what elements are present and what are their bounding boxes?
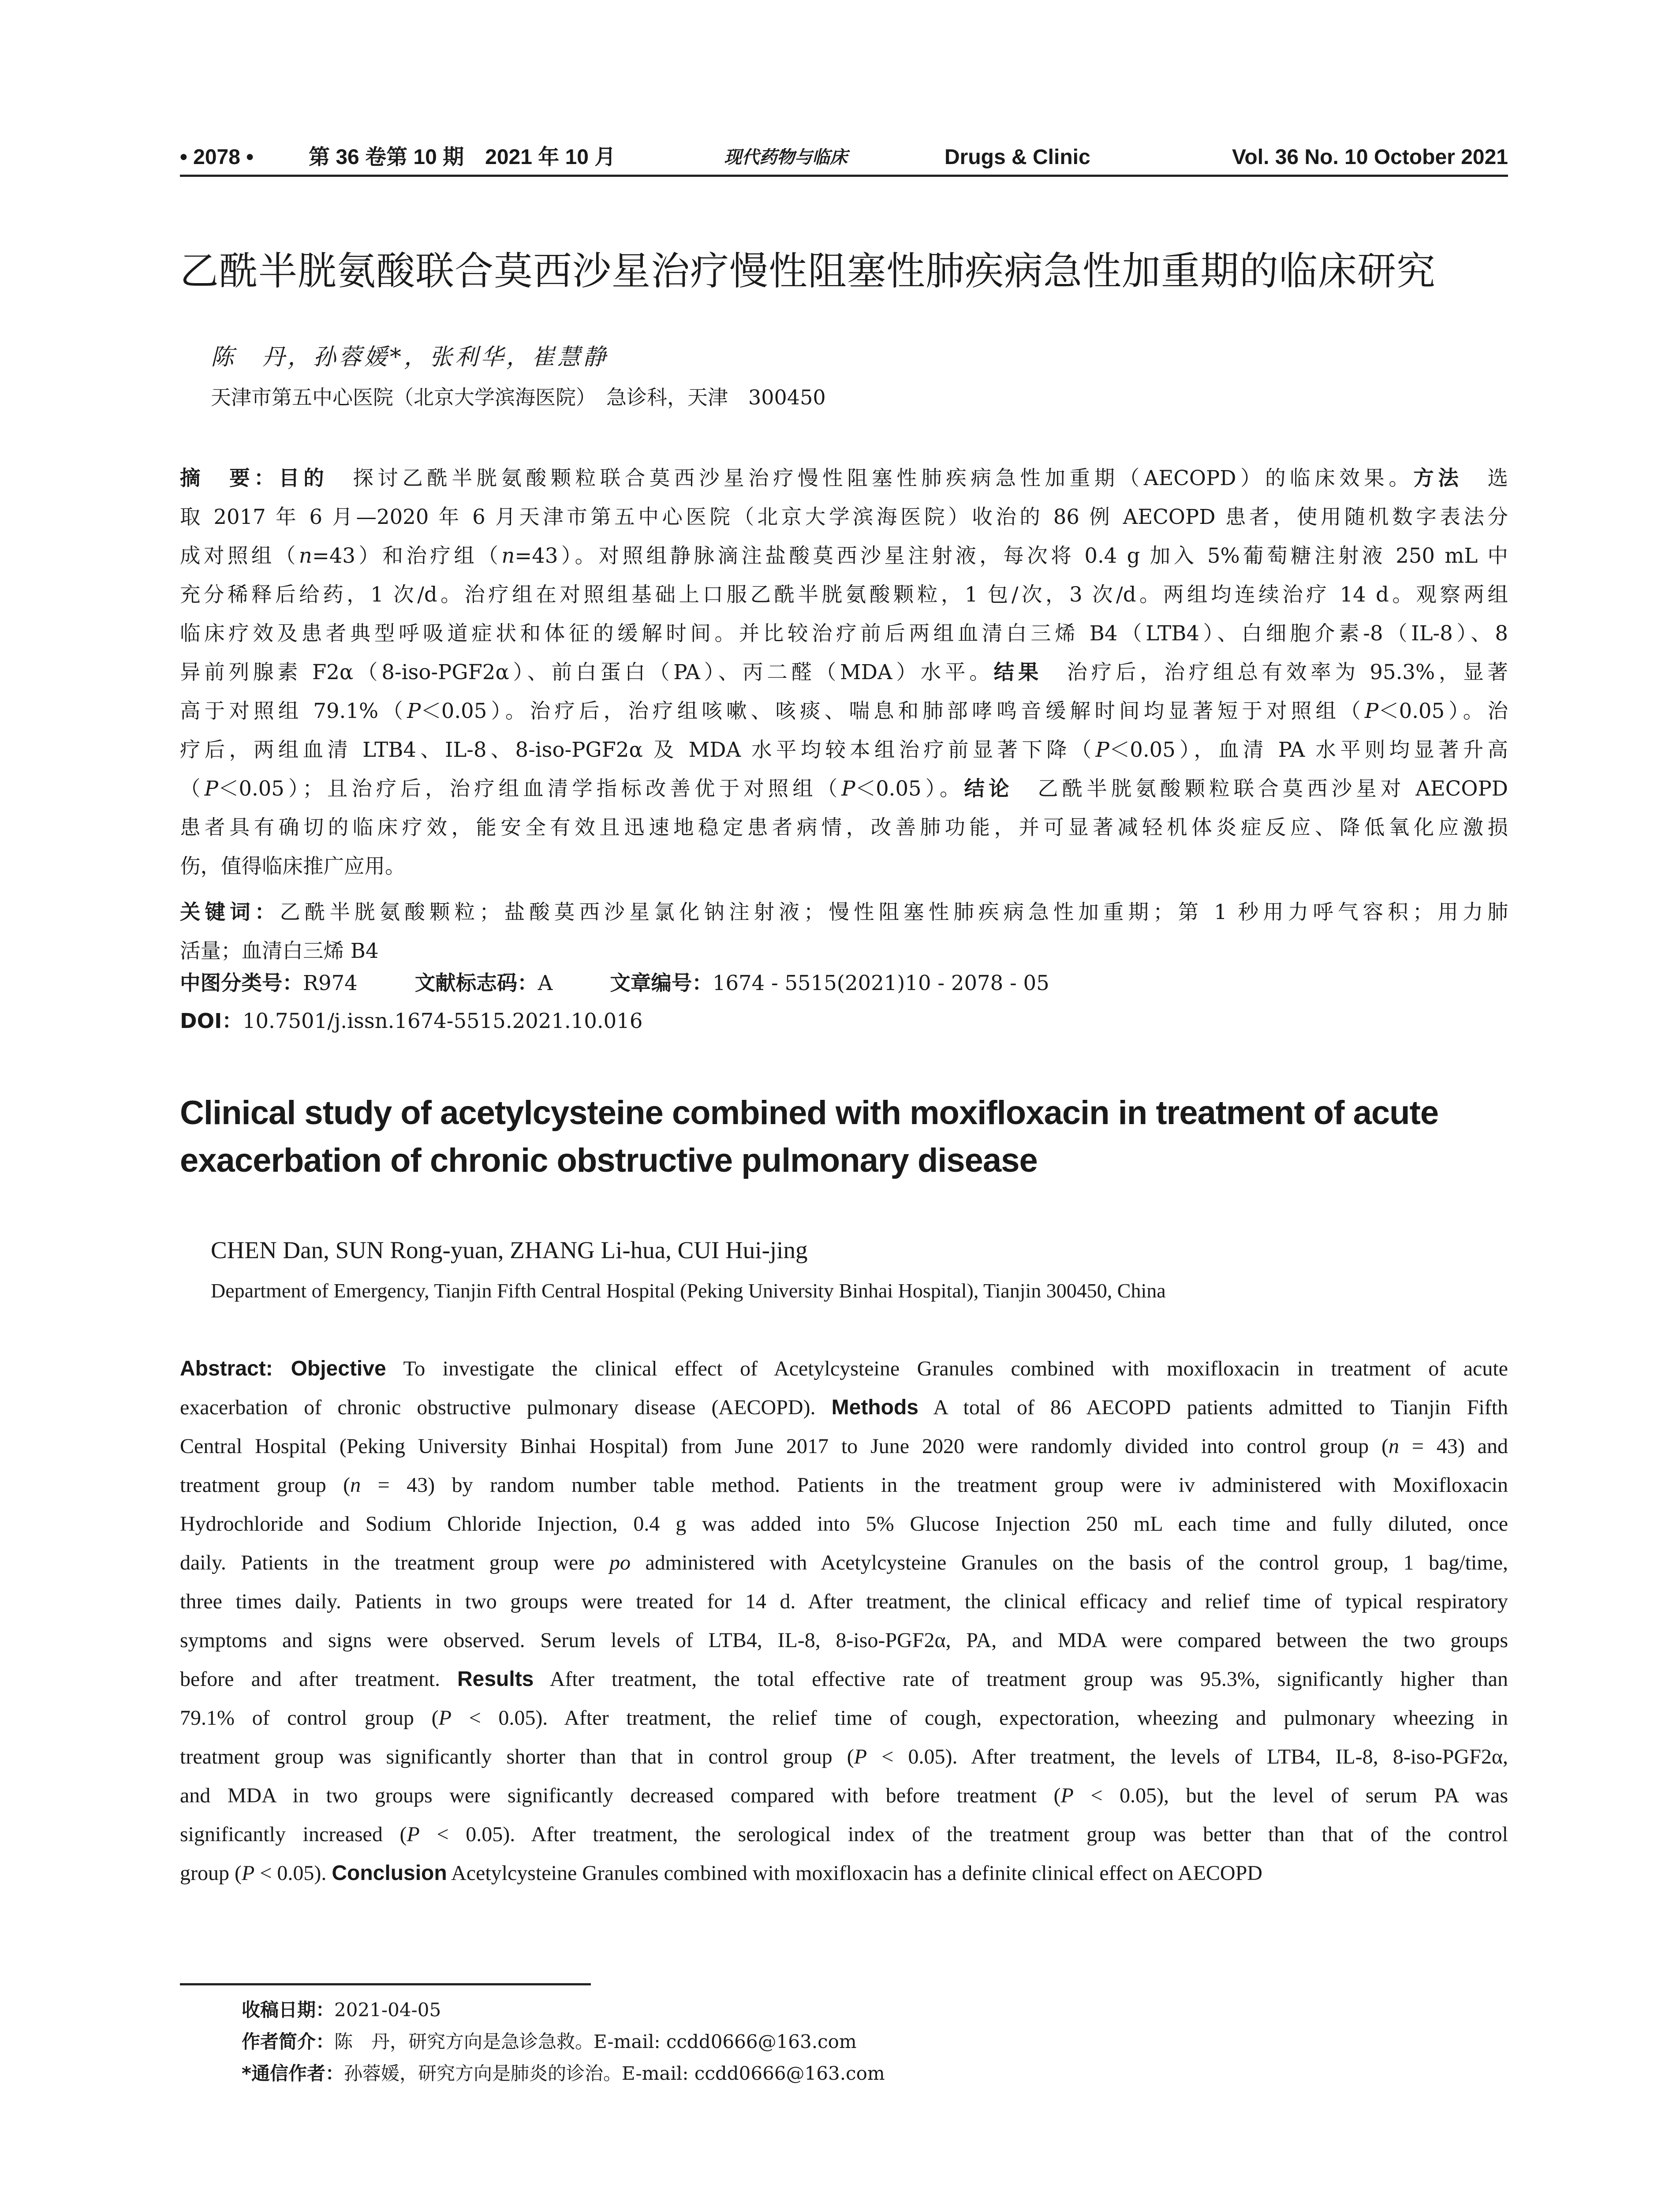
footnote [242, 2026, 1476, 2058]
text-run: significantly increased ( [180, 1823, 407, 1846]
section-label: Results [457, 1667, 534, 1691]
text-run: n [299, 544, 312, 568]
section-label: 关键词： [180, 900, 280, 924]
text-run: 探讨乙酰半胱氨酸颗粒联合莫西沙星治疗慢性阻塞性肺疾病急性加重期（AECOPD）的临床效果。 [328, 466, 1414, 490]
text-run: P [407, 699, 421, 723]
section-label: 方法 [1413, 466, 1463, 490]
text-run: n [501, 544, 515, 568]
doi-line [180, 1005, 642, 1036]
footnote [242, 1994, 1476, 2026]
text-run: 选 [1463, 466, 1508, 490]
text-line [180, 730, 1508, 769]
text-line [180, 1776, 1508, 1815]
doc-code-value: A [538, 971, 553, 995]
text-run: n [350, 1473, 361, 1497]
section-label: 结果 [993, 660, 1043, 684]
text-line [180, 931, 1508, 970]
text-line [180, 1660, 1508, 1699]
clc-label: 中图分类号： [180, 971, 303, 995]
doi-value[interactable]: 10.7501/j.issn.1674-5515.2021.10.016 [242, 1009, 643, 1033]
footnote-label: 收稿日期： [242, 1999, 335, 2021]
affiliation-en: Department of Emergency, Tianjin Fifth Central Hospital (Peking University Binhai Hospital), Tianjin 300450, China [211, 1279, 1166, 1302]
abstract-cn [180, 459, 1508, 886]
text-run: three times daily. Patients in two groups were treated for 14 d. After treatment, the clinical efficacy and relief time of typical respiratory [180, 1590, 1508, 1613]
title-line: Clinical study of acetylcysteine combined with moxifloxacin in treatment of acute [180, 1094, 1439, 1132]
text-line [180, 1621, 1508, 1660]
text-line [180, 769, 1508, 808]
text-line [180, 1466, 1508, 1505]
section-label: Conclusion [332, 1861, 447, 1885]
section-label: 目的 [279, 466, 329, 490]
issue-info-cn: 第 36 卷第 10 期 2021 年 10 月 [309, 146, 616, 169]
text-run: symptoms and signs were observed. Serum levels of LTB4, IL-8, 8-iso-PGF2α, PA, and MDA were compared between the two groups [180, 1629, 1508, 1652]
text-run: ＜0.05）。治 [1378, 699, 1508, 723]
text-run: （ [180, 777, 205, 800]
text-run: =43）和治疗组（ [312, 544, 502, 568]
text-line [180, 1582, 1508, 1621]
page-number: • 2078 • [180, 146, 254, 169]
text-run: 成对照组（ [180, 544, 299, 568]
text-line [180, 575, 1508, 614]
text-line [180, 1815, 1508, 1854]
text-line [180, 1505, 1508, 1544]
authors-en: CHEN Dan, SUN Rong-yuan, ZHANG Li-hua, CUI Hui-jing [211, 1237, 808, 1263]
text-run: 取 2017 年 6 月—2020 年 6 月天津市第五中心医院（北京大学滨海医院）收治的 86 例 AECOPD 患者，使用随机数字表法分 [180, 505, 1508, 529]
text-run: < 0.05). After treatment, the levels of LTB4, IL-8, 8-iso-PGF2α, [867, 1745, 1508, 1768]
text-line [180, 1349, 1508, 1388]
text-run: = 43) by random number table method. Patients in the treatment group were iv administered with Moxifloxacin [361, 1473, 1508, 1497]
text-run: ＜0.05）；且治疗后，治疗组血清学指标改善优于对照组（ [218, 777, 842, 800]
footnotes [242, 1994, 1476, 2089]
footnote-label: 作者简介： [242, 2031, 335, 2052]
text-line [180, 459, 1508, 497]
text-run: P [854, 1745, 867, 1768]
text-run: 活量；血清白三烯 B4 [180, 939, 379, 963]
text-line [180, 893, 1508, 931]
text-run: After treatment, the total effective rate of treatment group was 95.3%, significantly higher than [534, 1667, 1508, 1691]
text-run: 乙酰半胱氨酸颗粒联合莫西沙星对 AECOPD [1013, 777, 1508, 800]
text-run: 伤，值得临床推广应用。 [180, 854, 406, 878]
text-run: < 0.05), but the level of serum PA was [1073, 1784, 1508, 1807]
journal-name-cn: 现代药物与临床 [724, 148, 847, 167]
text-run: A total of 86 AECOPD patients admitted to Tianjin Fifth [918, 1396, 1508, 1419]
text-run: P [841, 777, 855, 800]
text-run: daily. Patients in the treatment group were [180, 1551, 609, 1574]
clc-value: R974 [303, 971, 358, 995]
text-run: and MDA in two groups were significantly decreased compared with before treatment ( [180, 1784, 1061, 1807]
text-line [180, 536, 1508, 575]
text-run: n [1388, 1435, 1399, 1458]
text-run: ＜0.05）。治疗后，治疗组咳嗽、咳痰、喘息和肺部哮鸣音缓解时间均显著短于对照组（ [421, 699, 1365, 723]
text-run: po [609, 1551, 631, 1574]
text-run: P [407, 1823, 420, 1846]
text-run: administered with Acetylcysteine Granules on the basis of the control group, 1 bag/time, [630, 1551, 1508, 1574]
text-line [180, 1699, 1508, 1738]
text-line [180, 691, 1508, 730]
title-line: exacerbation of chronic obstructive pulmonary disease [180, 1142, 1038, 1179]
text-run: P [1095, 738, 1109, 762]
text-line [180, 1738, 1508, 1776]
text-run: < 0.05). [254, 1861, 332, 1885]
section-label: Methods [831, 1396, 918, 1419]
text-run: =43）。对照组静脉滴注盐酸莫西沙星注射液，每次将 0.4 g 加入 5%葡萄糖注射液 250 mL 中 [515, 544, 1508, 568]
article-id-label: 文章编号： [610, 971, 713, 995]
doi-label: DOI： [180, 1009, 243, 1033]
text-run: 乙酰半胱氨酸颗粒；盐酸莫西沙星氯化钠注射液；慢性阻塞性肺疾病急性加重期；第 1 秒用力呼气容积；用力肺 [280, 900, 1508, 924]
article-title-en [180, 1089, 1512, 1185]
text-line [180, 1388, 1508, 1427]
text-line [180, 1544, 1508, 1582]
text-run: < 0.05). After treatment, the serological index of the treatment group was better than that of the control [419, 1823, 1508, 1846]
footnote-label: *通信作者： [242, 2063, 344, 2084]
issue-info-en: Vol. 36 No. 10 October 2021 [1232, 146, 1508, 169]
text-run: P [1364, 699, 1379, 723]
text-line [180, 1854, 1508, 1893]
text-run: 充分稀释后给药，1 次/d。治疗组在对照组基础上口服乙酰半胱氨酸颗粒，1 包/次，3 次/d。两组均连续治疗 14 d。观察两组 [180, 583, 1508, 606]
text-run: 疗后，两组血清 LTB4、IL-8、8-iso-PGF2α 及 MDA 水平均较本组治疗前显著下降（ [180, 738, 1096, 762]
footnote-text: 2021-04-05 [334, 1999, 441, 2021]
text-run: 治疗后，治疗组总有效率为 95.3%，显著 [1042, 660, 1508, 684]
text-line [180, 497, 1508, 536]
footnote-divider [180, 1983, 591, 1985]
text-run: Acetylcysteine Granules combined with moxifloxacin has a definite clinical effect on AECOPD [447, 1861, 1262, 1885]
footnote-text: 陈 丹，研究方向是急诊急救。E-mail: ccdd0666@163.com [334, 2031, 857, 2052]
text-run: treatment group was significantly shorter than that in control group ( [180, 1745, 854, 1768]
footnote [242, 2058, 1476, 2089]
text-run: before and after treatment. [180, 1667, 457, 1691]
text-run: Central Hospital (Peking University Binhai Hospital) from June 2017 to June 2020 were randomly divided into control group ( [180, 1435, 1389, 1458]
text-run: To investigate the clinical effect of Acetylcysteine Granules combined with moxifloxacin in treatment of acute [386, 1357, 1508, 1380]
text-line [180, 847, 1508, 886]
section-label: 结论 [964, 777, 1013, 800]
section-label: Abstract: Objective [180, 1357, 386, 1380]
text-run: group ( [180, 1861, 242, 1885]
keywords-cn [180, 893, 1508, 970]
text-run: 异前列腺素 F2α（8-iso-PGF2α）、前白蛋白（PA）、丙二醛（MDA）水平。 [180, 660, 994, 684]
authors-cn: 陈 丹，孙蓉媛*，张利华，崔慧静 [211, 344, 609, 370]
running-header [180, 140, 1508, 177]
text-line [180, 1427, 1508, 1466]
text-run: P [1060, 1784, 1074, 1807]
text-run: = 43) and [1399, 1435, 1508, 1458]
text-run: < 0.05). After treatment, the relief time of cough, expectoration, wheezing and pulmonary wheezing in [451, 1706, 1508, 1730]
text-run: Hydrochloride and Sodium Chloride Injection, 0.4 g was added into 5% Glucose Injection 250 mL each time and fully diluted, once [180, 1512, 1508, 1536]
text-line [180, 614, 1508, 653]
text-run: P [438, 1706, 452, 1730]
text-run: 患者具有确切的临床疗效，能安全有效且迅速地稳定患者病情，改善肺功能，并可显著减轻机体炎症反应、降低氧化应激损 [180, 815, 1508, 839]
text-run: 高于对照组 79.1%（ [180, 699, 407, 723]
text-run: P [241, 1861, 255, 1885]
abstract-en [180, 1349, 1508, 1893]
text-run: exacerbation of chronic obstructive pulmonary disease (AECOPD). [180, 1396, 832, 1419]
text-run: 临床疗效及患者典型呼吸道症状和体征的缓解时间。并比较治疗前后两组血清白三烯 B4（LTB4）、白细胞介素-8（IL-8）、8 [180, 621, 1508, 645]
text-line [180, 808, 1508, 847]
text-run: ＜0.05），血清 PA 水平则均显著升高 [1109, 738, 1508, 762]
text-run: treatment group ( [180, 1473, 351, 1497]
text-run: 79.1% of control group ( [180, 1706, 439, 1730]
doc-code-label: 文献标志码： [414, 971, 538, 995]
journal-name-en: Drugs & Clinic [945, 146, 1090, 169]
text-run: ＜0.05）。 [855, 777, 964, 800]
classification-line [180, 968, 1508, 998]
article-title-cn: 乙酰半胱氨酸联合莫西沙星治疗慢性阻塞性肺疾病急性加重期的临床研究 [180, 248, 1436, 294]
footnote-text: 孙蓉媛，研究方向是肺炎的诊治。E-mail: ccdd0666@163.com [343, 2063, 885, 2084]
article-id-value: 1674 - 5515(2021)10 - 2078 - 05 [712, 971, 1049, 995]
affiliation-cn: 天津市第五中心医院（北京大学滨海医院） 急诊科，天津 300450 [211, 385, 826, 409]
section-label: 摘 要： [180, 466, 279, 490]
text-run: P [204, 777, 218, 800]
text-line [180, 653, 1508, 691]
